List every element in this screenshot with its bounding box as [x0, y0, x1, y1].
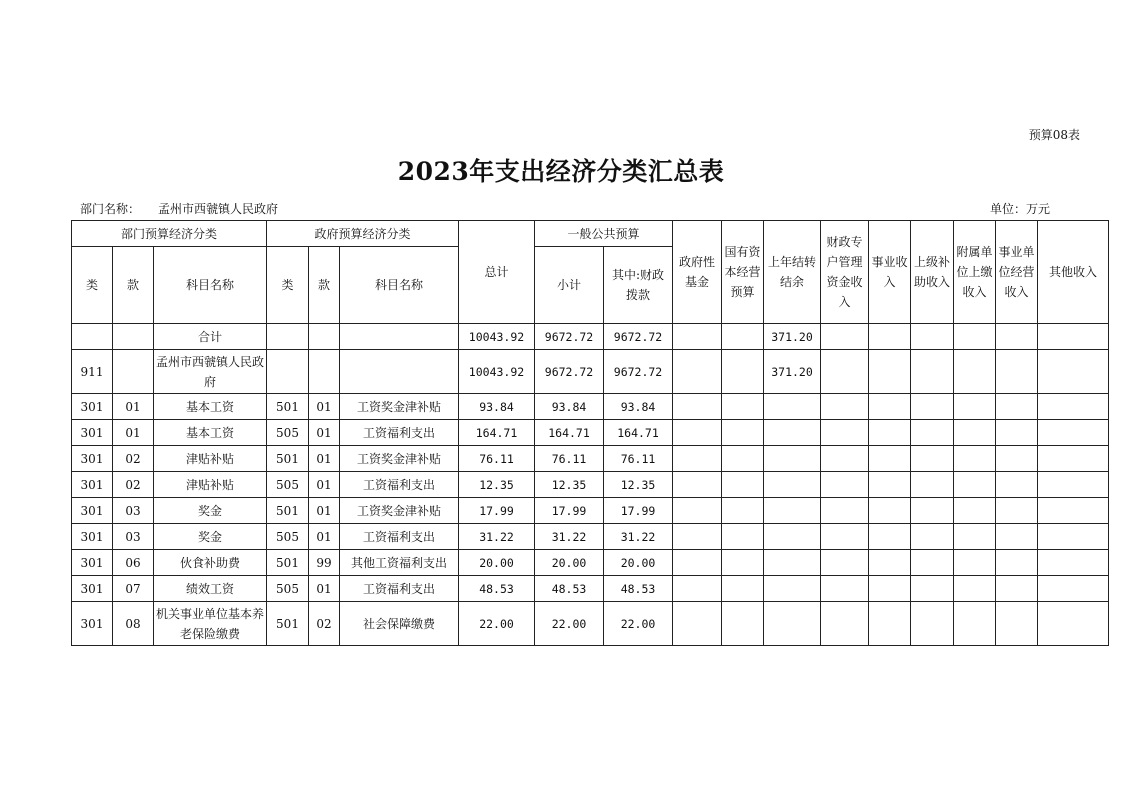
cell-fiscal: 12.35: [604, 472, 673, 498]
cell-lei: 301: [72, 446, 113, 472]
cell-lei: 301: [72, 524, 113, 550]
lei-header: 类: [72, 247, 113, 324]
cell-special: [821, 524, 869, 550]
cell-lei: 911: [72, 350, 113, 394]
cell-gkuan: 01: [309, 420, 340, 446]
cell-gname: 工资福利支出: [340, 524, 459, 550]
cell-capital: [722, 602, 764, 646]
cell-special: [821, 324, 869, 350]
cell-other: [1038, 350, 1109, 394]
cell-glei: 505: [267, 420, 309, 446]
cell-bizop: [996, 394, 1038, 420]
superior-subsidy-header: 上级补助收入: [911, 221, 954, 324]
cell-special: [821, 576, 869, 602]
table-row: [72, 420, 1109, 446]
cell-affil: [954, 420, 996, 446]
cell-kuan: 01: [113, 394, 154, 420]
cell-total: 17.99: [459, 498, 535, 524]
cell-biz: [869, 524, 911, 550]
cell-subtotal: 31.22: [535, 524, 604, 550]
cell-prev: [764, 602, 821, 646]
gov-item-name-header: 科目名称: [340, 247, 459, 324]
cell-other: [1038, 498, 1109, 524]
cell-lei: 301: [72, 498, 113, 524]
cell-affil: [954, 576, 996, 602]
cell-prev: [764, 524, 821, 550]
cell-subtotal: 17.99: [535, 498, 604, 524]
cell-name: 伙食补助费: [154, 550, 267, 576]
cell-other: [1038, 446, 1109, 472]
affiliated-income-header: 附属单位上缴收入: [954, 221, 996, 324]
cell-bizop: [996, 498, 1038, 524]
cell-special: [821, 498, 869, 524]
cell-kuan: [113, 350, 154, 394]
cell-gov-fund: [673, 550, 722, 576]
cell-kuan: [113, 324, 154, 350]
cell-gov-fund: [673, 524, 722, 550]
cell-special: [821, 550, 869, 576]
cell-total: 164.71: [459, 420, 535, 446]
cell-glei: 501: [267, 550, 309, 576]
cell-superior: [911, 446, 954, 472]
cell-other: [1038, 550, 1109, 576]
table-row: [72, 394, 1109, 420]
cell-gname: 工资福利支出: [340, 472, 459, 498]
cell-name: 绩效工资: [154, 576, 267, 602]
cell-biz: [869, 498, 911, 524]
cell-gname: 其他工资福利支出: [340, 550, 459, 576]
cell-fiscal: 20.00: [604, 550, 673, 576]
cell-gkuan: [309, 350, 340, 394]
cell-bizop: [996, 602, 1038, 646]
cell-fiscal: 17.99: [604, 498, 673, 524]
cell-affil: [954, 472, 996, 498]
cell-gkuan: 01: [309, 394, 340, 420]
cell-capital: [722, 394, 764, 420]
unit-label: 单位：万元: [990, 202, 1051, 216]
cell-lei: 301: [72, 550, 113, 576]
subtotal-header: 小计: [535, 247, 604, 324]
cell-prev: [764, 498, 821, 524]
cell-prev: [764, 420, 821, 446]
cell-prev: [764, 550, 821, 576]
cell-biz: [869, 472, 911, 498]
business-operating-header: 事业单位经营收入: [996, 221, 1038, 324]
cell-prev: [764, 576, 821, 602]
table-row: [72, 602, 1109, 646]
cell-biz: [869, 350, 911, 394]
cell-subtotal: 76.11: [535, 446, 604, 472]
cell-kuan: 08: [113, 602, 154, 646]
cell-fiscal: 9672.72: [604, 324, 673, 350]
cell-lei: 301: [72, 394, 113, 420]
cell-capital: [722, 498, 764, 524]
dept-classification-header: 部门预算经济分类: [72, 221, 267, 247]
cell-capital: [722, 524, 764, 550]
cell-fiscal: 48.53: [604, 576, 673, 602]
cell-gov-fund: [673, 324, 722, 350]
cell-subtotal: 22.00: [535, 602, 604, 646]
cell-glei: 505: [267, 524, 309, 550]
table-row: [72, 350, 1109, 394]
cell-affil: [954, 602, 996, 646]
cell-kuan: 02: [113, 472, 154, 498]
cell-special: [821, 350, 869, 394]
cell-special: [821, 446, 869, 472]
cell-gname: [340, 350, 459, 394]
cell-bizop: [996, 472, 1038, 498]
cell-prev: 371.20: [764, 350, 821, 394]
cell-biz: [869, 420, 911, 446]
cell-subtotal: 93.84: [535, 394, 604, 420]
cell-affil: [954, 350, 996, 394]
cell-gname: 社会保障缴费: [340, 602, 459, 646]
cell-gkuan: 02: [309, 602, 340, 646]
cell-biz: [869, 550, 911, 576]
cell-other: [1038, 324, 1109, 350]
cell-name: 奖金: [154, 524, 267, 550]
cell-gkuan: 01: [309, 472, 340, 498]
cell-other: [1038, 394, 1109, 420]
cell-bizop: [996, 446, 1038, 472]
cell-superior: [911, 350, 954, 394]
cell-other: [1038, 576, 1109, 602]
cell-fiscal: 31.22: [604, 524, 673, 550]
cell-biz: [869, 394, 911, 420]
cell-capital: [722, 576, 764, 602]
cell-capital: [722, 350, 764, 394]
cell-fiscal: 93.84: [604, 394, 673, 420]
cell-fiscal: 76.11: [604, 446, 673, 472]
table-row: [72, 446, 1109, 472]
department-name: 孟州市西虢镇人民政府: [158, 202, 279, 216]
gov-classification-header: 政府预算经济分类: [267, 221, 459, 247]
other-income-header: 其他收入: [1038, 221, 1109, 324]
cell-gname: 工资奖金津补贴: [340, 446, 459, 472]
cell-superior: [911, 498, 954, 524]
gov-kuan-header: 款: [309, 247, 340, 324]
cell-gkuan: 01: [309, 524, 340, 550]
kuan-header: 款: [113, 247, 154, 324]
cell-total: 76.11: [459, 446, 535, 472]
cell-kuan: 01: [113, 420, 154, 446]
cell-fiscal: 22.00: [604, 602, 673, 646]
total-header: 总计: [459, 221, 535, 324]
cell-total: 10043.92: [459, 324, 535, 350]
cell-fiscal: 9672.72: [604, 350, 673, 394]
cell-superior: [911, 550, 954, 576]
cell-bizop: [996, 420, 1038, 446]
item-name-header: 科目名称: [154, 247, 267, 324]
state-capital-header: 国有资本经营预算: [722, 221, 764, 324]
cell-gov-fund: [673, 498, 722, 524]
cell-subtotal: 9672.72: [535, 324, 604, 350]
cell-affil: [954, 446, 996, 472]
cell-subtotal: 48.53: [535, 576, 604, 602]
cell-total: 93.84: [459, 394, 535, 420]
cell-capital: [722, 550, 764, 576]
page-title: 2023年支出经济分类汇总表: [397, 157, 725, 186]
cell-name: 合计: [154, 324, 267, 350]
cell-fiscal: 164.71: [604, 420, 673, 446]
cell-lei: [72, 324, 113, 350]
cell-gkuan: 01: [309, 576, 340, 602]
cell-gname: 工资福利支出: [340, 420, 459, 446]
cell-affil: [954, 498, 996, 524]
cell-special: [821, 472, 869, 498]
cell-gkuan: 99: [309, 550, 340, 576]
cell-prev: [764, 472, 821, 498]
business-income-header: 事业收入: [869, 221, 911, 324]
cell-lei: 301: [72, 576, 113, 602]
cell-special: [821, 602, 869, 646]
cell-total: 22.00: [459, 602, 535, 646]
cell-affil: [954, 394, 996, 420]
cell-lei: 301: [72, 472, 113, 498]
cell-biz: [869, 446, 911, 472]
cell-bizop: [996, 324, 1038, 350]
cell-kuan: 06: [113, 550, 154, 576]
table-row: [72, 550, 1109, 576]
cell-glei: 505: [267, 576, 309, 602]
cell-glei: 505: [267, 472, 309, 498]
cell-other: [1038, 472, 1109, 498]
cell-total: 20.00: [459, 550, 535, 576]
cell-subtotal: 12.35: [535, 472, 604, 498]
fiscal-special-header: 财政专户管理资金收入: [821, 221, 869, 324]
cell-capital: [722, 446, 764, 472]
cell-other: [1038, 420, 1109, 446]
cell-gov-fund: [673, 576, 722, 602]
cell-prev: [764, 446, 821, 472]
form-number: 预算08表: [1028, 128, 1080, 142]
cell-superior: [911, 394, 954, 420]
cell-subtotal: 164.71: [535, 420, 604, 446]
cell-name: 津贴补贴: [154, 446, 267, 472]
table-row: [72, 524, 1109, 550]
cell-kuan: 03: [113, 524, 154, 550]
cell-superior: [911, 524, 954, 550]
table-body: [72, 324, 1109, 646]
cell-capital: [722, 472, 764, 498]
cell-capital: [722, 324, 764, 350]
cell-name: 孟州市西虢镇人民政府: [154, 350, 267, 394]
cell-gkuan: [309, 324, 340, 350]
cell-kuan: 02: [113, 446, 154, 472]
cell-biz: [869, 602, 911, 646]
cell-name: 基本工资: [154, 420, 267, 446]
cell-other: [1038, 524, 1109, 550]
cell-gname: 工资奖金津补贴: [340, 394, 459, 420]
table-row: [72, 576, 1109, 602]
cell-gov-fund: [673, 446, 722, 472]
cell-gname: 工资福利支出: [340, 576, 459, 602]
cell-name: 机关事业单位基本养老保险缴费: [154, 602, 267, 646]
cell-affil: [954, 324, 996, 350]
cell-prev: [764, 394, 821, 420]
cell-biz: [869, 324, 911, 350]
cell-superior: [911, 324, 954, 350]
cell-lei: 301: [72, 602, 113, 646]
header-row-groups: [72, 221, 1109, 247]
cell-glei: 501: [267, 602, 309, 646]
cell-glei: 501: [267, 498, 309, 524]
cell-lei: 301: [72, 420, 113, 446]
cell-gkuan: 01: [309, 498, 340, 524]
cell-gname: 工资奖金津补贴: [340, 498, 459, 524]
cell-total: 10043.92: [459, 350, 535, 394]
department-label: 部门名称：: [80, 202, 141, 216]
cell-subtotal: 20.00: [535, 550, 604, 576]
cell-biz: [869, 576, 911, 602]
fiscal-allocation-header: 其中:财政拨款: [604, 247, 673, 324]
cell-special: [821, 394, 869, 420]
cell-gov-fund: [673, 394, 722, 420]
cell-gov-fund: [673, 602, 722, 646]
general-budget-header: 一般公共预算: [535, 221, 673, 247]
cell-bizop: [996, 576, 1038, 602]
cell-name: 津贴补贴: [154, 472, 267, 498]
table-row: [72, 472, 1109, 498]
cell-superior: [911, 472, 954, 498]
cell-name: 奖金: [154, 498, 267, 524]
gov-fund-header: 政府性基金: [673, 221, 722, 324]
cell-capital: [722, 420, 764, 446]
cell-special: [821, 420, 869, 446]
cell-gov-fund: [673, 350, 722, 394]
gov-lei-header: 类: [267, 247, 309, 324]
cell-glei: 501: [267, 394, 309, 420]
cell-bizop: [996, 524, 1038, 550]
cell-kuan: 03: [113, 498, 154, 524]
expenditure-table: [71, 220, 1109, 646]
cell-gov-fund: [673, 420, 722, 446]
cell-glei: 501: [267, 446, 309, 472]
cell-affil: [954, 550, 996, 576]
cell-kuan: 07: [113, 576, 154, 602]
cell-superior: [911, 602, 954, 646]
cell-glei: [267, 350, 309, 394]
cell-total: 48.53: [459, 576, 535, 602]
prev-balance-header: 上年结转结余: [764, 221, 821, 324]
cell-gkuan: 01: [309, 446, 340, 472]
table-row: [72, 324, 1109, 350]
cell-total: 12.35: [459, 472, 535, 498]
cell-total: 31.22: [459, 524, 535, 550]
cell-bizop: [996, 550, 1038, 576]
cell-gname: [340, 324, 459, 350]
cell-other: [1038, 602, 1109, 646]
cell-affil: [954, 524, 996, 550]
cell-subtotal: 9672.72: [535, 350, 604, 394]
cell-glei: [267, 324, 309, 350]
cell-bizop: [996, 350, 1038, 394]
cell-gov-fund: [673, 472, 722, 498]
department-line: [80, 200, 278, 217]
table-row: [72, 498, 1109, 524]
cell-name: 基本工资: [154, 394, 267, 420]
cell-superior: [911, 576, 954, 602]
cell-superior: [911, 420, 954, 446]
cell-prev: 371.20: [764, 324, 821, 350]
